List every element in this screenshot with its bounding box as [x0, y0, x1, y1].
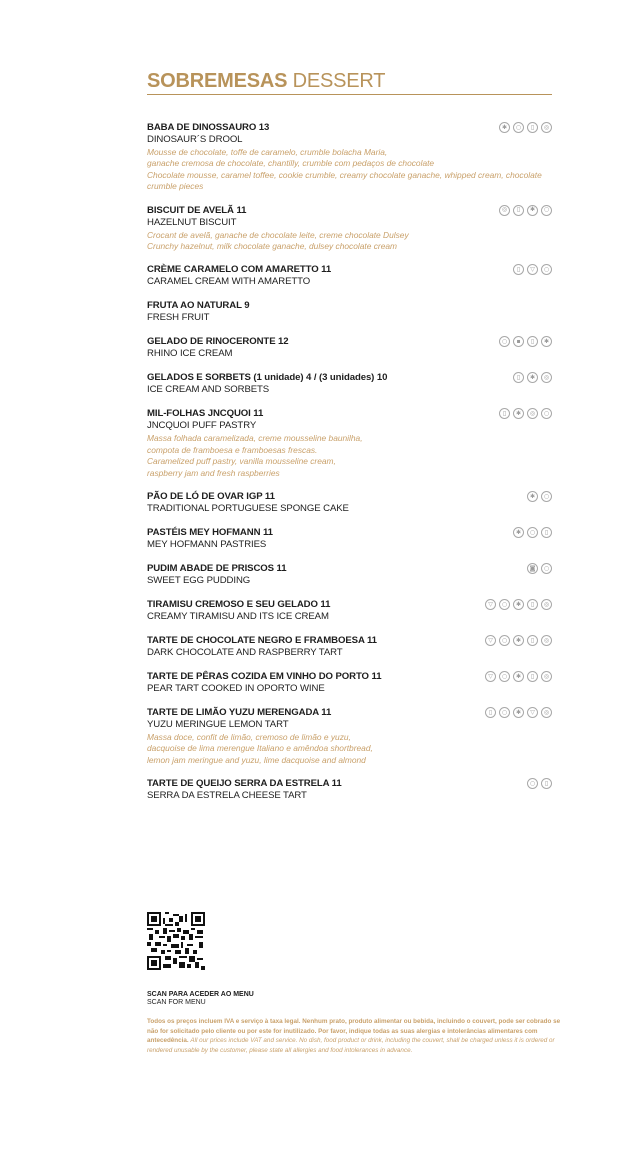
page-title	[147, 70, 552, 92]
item-english-name: DARK CHOCOLATE AND RASPBERRY TART	[147, 647, 343, 659]
menu-page	[147, 70, 552, 814]
egg-icon: ○	[499, 707, 510, 718]
item-english-name: PEAR TART COOKED IN OPORTO WINE	[147, 683, 325, 695]
menu-item	[147, 205, 552, 253]
legal-footer	[147, 1017, 565, 1055]
item-name: TARTE DE QUEIJO SERRA DA ESTRELA 11	[147, 778, 342, 790]
title-light: DESSERT	[292, 70, 386, 92]
item-name: MIL-FOLHAS JNCQUOI 11	[147, 408, 264, 420]
item-name: BABA DE DINOSSAURO 13	[147, 122, 270, 133]
item-english-name: TRADITIONAL PORTUGUESE SPONGE CAKE	[147, 503, 349, 515]
item-english-name: MEY HOFMANN PASTRIES	[147, 539, 267, 551]
item-english-name: FRESH FRUIT	[147, 312, 210, 324]
item-description: Massa folhada caramelizada, creme mousseline baunilha, compota de framboesa e framboesas frescas. Caramelized puff pastry, vanilla mousseline cream, raspberry jam and fresh raspberries	[147, 433, 363, 478]
milk-icon: ▯	[485, 707, 496, 718]
allergen-icons	[513, 527, 552, 538]
allergen-icons	[485, 599, 552, 610]
wheat-icon: ✱	[513, 635, 524, 646]
sulphite-icon: ▽	[485, 635, 496, 646]
allergen-icons	[527, 778, 552, 789]
soy-icon: ▪	[513, 336, 524, 347]
menu-item	[147, 300, 552, 324]
egg-icon: ○	[499, 635, 510, 646]
menu-item	[147, 778, 552, 802]
nuts-icon: ◎	[541, 372, 552, 383]
item-english-name: RHINO ICE CREAM	[147, 348, 233, 360]
egg-icon: ○	[541, 491, 552, 502]
wheat-icon: ✱	[527, 491, 538, 502]
milk-icon: ▯	[527, 599, 538, 610]
menu-item	[147, 122, 552, 193]
egg-icon: ○	[541, 264, 552, 275]
item-name: CRÈME CARAMELO COM AMARETTO 11	[147, 264, 332, 276]
nuts-icon: ◎	[541, 122, 552, 133]
pork-icon: ◙	[527, 563, 538, 574]
milk-icon: ▯	[527, 336, 538, 347]
item-english-name: SWEET EGG PUDDING	[147, 575, 251, 587]
allergen-icons	[527, 563, 552, 574]
menu-item	[147, 671, 552, 695]
egg-icon: ○	[499, 599, 510, 610]
milk-icon: ▯	[513, 372, 524, 383]
footer-pt: Todos os preços incluem IVA e serviço à taxa legal. Nenhum prato, produto alimentar ou bebida, incluindo o couvert, pode ser cobrado se não for solicitado pelo cliente ou por este for inutilizado. Por favor, indique todas as suas alergias e intolerâncias alimentares com antecedência.	[147, 1018, 561, 1045]
qr-code-icon[interactable]	[147, 912, 205, 970]
egg-icon: ○	[513, 122, 524, 133]
egg-icon: ○	[541, 563, 552, 574]
wheat-icon: ✱	[541, 336, 552, 347]
allergen-icons	[499, 336, 552, 347]
milk-icon: ▯	[499, 408, 510, 419]
item-english-name: HAZELNUT BISCUIT	[147, 216, 237, 228]
menu-item	[147, 527, 552, 551]
milk-icon: ▯	[541, 778, 552, 789]
wheat-icon: ✱	[513, 408, 524, 419]
item-name: TARTE DE PÊRAS COZIDA EM VINHO DO PORTO 11	[147, 671, 382, 683]
allergen-icons	[485, 671, 552, 682]
footer-en: All our prices include VAT and service. No dish, food product or drink, including the couvert, shall be charged unless it is ordered or rendered unusable by the customer, please state all allergies and food intolerances in advance.	[147, 1037, 555, 1054]
item-description: Crocant de avelã, ganache de chocolate leite, creme chocolate Dulsey Crunchy hazelnut, milk chocolate ganache, dulsey chocolate cream	[147, 229, 409, 252]
sulphite-icon: ▽	[485, 671, 496, 682]
item-name: TARTE DE CHOCOLATE NEGRO E FRAMBOESA 11	[147, 635, 377, 647]
wheat-icon: ✱	[513, 707, 524, 718]
wheat-icon: ✱	[513, 599, 524, 610]
allergen-icons	[485, 707, 552, 718]
wheat-icon: ✱	[513, 527, 524, 538]
allergen-icons	[527, 491, 552, 502]
item-name: BISCUIT DE AVELÃ 11	[147, 204, 247, 216]
egg-icon: ○	[527, 527, 538, 538]
menu-item	[147, 491, 552, 515]
item-description: Massa doce, confit de limão, cremoso de limão e yuzu, dacquoise de lima merengue Italiano e amêndoa shortbread, lemon jam meringue and yuzu, lime dacquoise and almond	[147, 732, 373, 765]
qr-section	[147, 912, 254, 1007]
item-name: TARTE DE LIMÃO YUZU MERENGADA 11	[147, 707, 332, 719]
nuts-icon: ◎	[541, 671, 552, 682]
milk-icon: ▯	[527, 122, 538, 133]
milk-icon: ▯	[513, 264, 524, 275]
sulphite-icon: ▽	[485, 599, 496, 610]
menu-item	[147, 563, 552, 587]
scan-label-en: SCAN FOR MENU	[147, 999, 206, 1006]
menu-item	[147, 408, 552, 479]
menu-item	[147, 264, 552, 288]
egg-icon: ○	[499, 336, 510, 347]
item-english-name: CARAMEL CREAM WITH AMARETTO	[147, 276, 311, 288]
nuts-icon: ◎	[541, 635, 552, 646]
menu-item	[147, 372, 552, 396]
item-name: PASTÉIS MEY HOFMANN 11	[147, 527, 273, 539]
item-name: GELADO DE RINOCERONTE 12	[147, 336, 289, 348]
sulphite-icon: ▽	[527, 264, 538, 275]
egg-icon: ○	[541, 205, 552, 216]
wheat-icon: ✱	[527, 205, 538, 216]
title-divider	[147, 94, 552, 95]
egg-icon: ○	[541, 408, 552, 419]
allergen-icons	[499, 205, 552, 216]
item-english-name: CREAMY TIRAMISU AND ITS ICE CREAM	[147, 611, 329, 623]
menu-item	[147, 635, 552, 659]
allergen-icons	[513, 372, 552, 383]
menu-item	[147, 707, 552, 766]
egg-icon: ○	[499, 671, 510, 682]
nuts-icon: ◎	[541, 599, 552, 610]
milk-icon: ▯	[541, 527, 552, 538]
milk-icon: ▯	[513, 205, 524, 216]
title-bold: SOBREMESAS	[147, 70, 288, 92]
nuts-icon: ◎	[541, 707, 552, 718]
item-name: PÃO DE LÓ DE OVAR IGP 11	[147, 491, 275, 503]
item-name: TIRAMISU CREMOSO E SEU GELADO 11	[147, 599, 331, 611]
menu-item	[147, 599, 552, 623]
item-english-name: ICE CREAM AND SORBETS	[147, 384, 270, 396]
nuts-icon: ◎	[499, 205, 510, 216]
milk-icon: ▯	[527, 671, 538, 682]
allergen-icons	[485, 635, 552, 646]
allergen-icons	[513, 264, 552, 275]
item-english-name: YUZU MERINGUE LEMON TART	[147, 719, 289, 731]
item-name: PUDIM ABADE DE PRISCOS 11	[147, 563, 287, 575]
item-english-name: JNCQUOI PUFF PASTRY	[147, 420, 257, 432]
nuts-icon: ◎	[527, 408, 538, 419]
scan-label-pt: SCAN PARA ACEDER AO MENU	[147, 991, 254, 998]
allergen-icons	[499, 408, 552, 419]
item-description: Mousse de chocolate, toffe de caramelo, crumble bolacha Maria, ganache cremosa de chocolate, chantilly, crumble com pedaços de chocolate Chocolate mousse, caramel toffee, cookie crumble, creamy chocolate ganache, whipped cream, chocolate crumble pieces	[147, 147, 542, 192]
item-english-name: SERRA DA ESTRELA CHEESE TART	[147, 790, 307, 802]
wheat-icon: ✱	[527, 372, 538, 383]
item-name: FRUTA AO NATURAL 9	[147, 300, 250, 312]
wheat-icon: ✱	[513, 671, 524, 682]
item-english-name: DINOSAUR´S DROOL	[147, 134, 243, 145]
item-name: GELADOS E SORBETS (1 unidade) 4 / (3 unidades) 10	[147, 372, 388, 384]
sulphite-icon: ▽	[527, 707, 538, 718]
wheat-icon: ✱	[499, 122, 510, 133]
menu-item	[147, 336, 552, 360]
allergen-icons	[499, 122, 552, 133]
egg-icon: ○	[527, 778, 538, 789]
dessert-list	[147, 122, 552, 802]
milk-icon: ▯	[527, 635, 538, 646]
